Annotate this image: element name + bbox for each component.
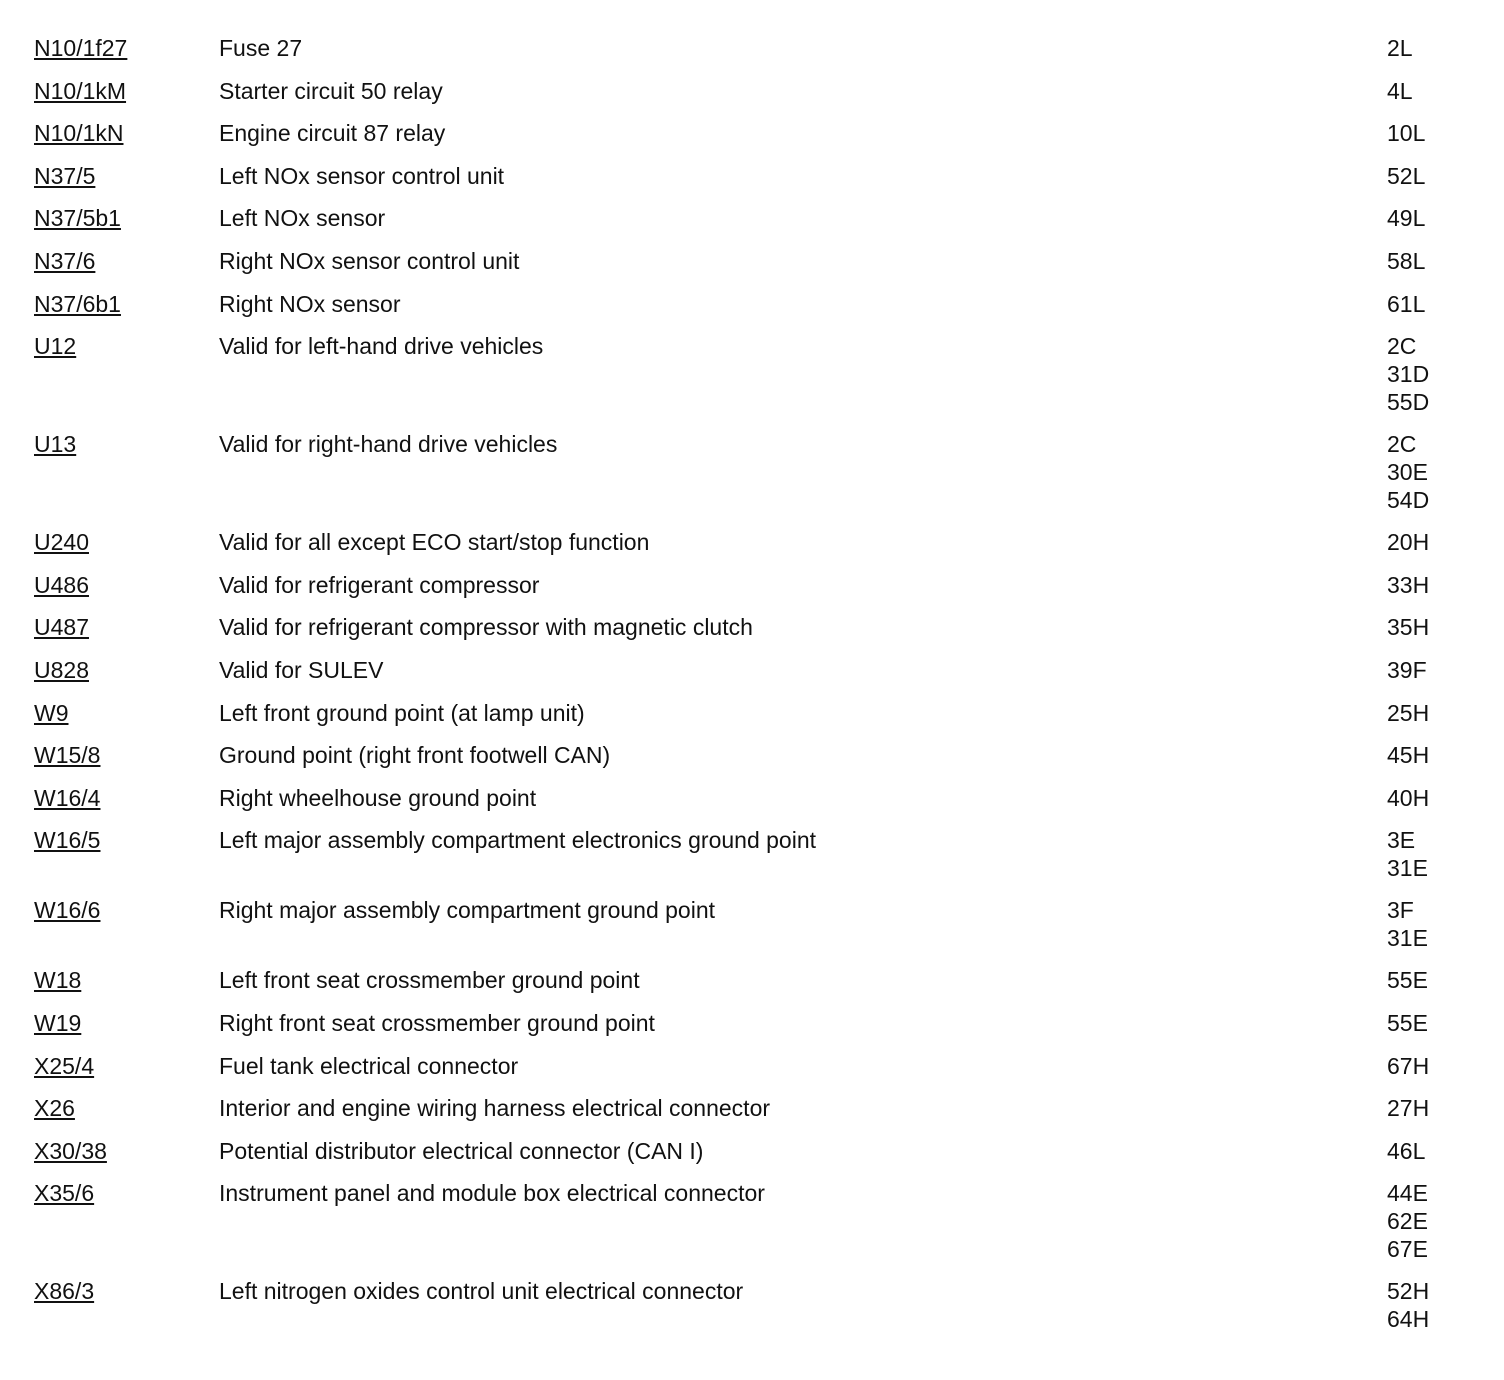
grid-reference-list — [1387, 34, 1504, 62]
component-description: Right wheelhouse ground point — [219, 784, 537, 811]
grid-reference: 3F — [1387, 897, 1414, 924]
table-row — [0, 1009, 1504, 1052]
component-description: Interior and engine wiring harness electrical connector — [219, 1095, 771, 1122]
table-row — [0, 1137, 1504, 1180]
component-code-link[interactable]: U828 — [34, 656, 89, 683]
component-code-link[interactable]: W18 — [34, 967, 82, 994]
component-description: Left front ground point (at lamp unit) — [219, 699, 585, 726]
component-code-link[interactable]: W9 — [34, 699, 69, 726]
component-code-link[interactable]: N10/1f27 — [34, 35, 128, 61]
grid-reference: 62E — [1387, 1208, 1428, 1235]
table-row — [0, 77, 1504, 120]
table-row — [0, 332, 1504, 430]
grid-reference: 55E — [1387, 967, 1428, 994]
component-code-link[interactable]: W16/5 — [34, 827, 101, 854]
component-description: Potential distributor electrical connector (CAN I) — [219, 1137, 704, 1164]
grid-reference: 2C — [1387, 333, 1417, 360]
grid-reference: 67E — [1387, 1236, 1428, 1263]
grid-reference: 67H — [1387, 1052, 1430, 1079]
grid-reference-list — [1387, 1179, 1504, 1263]
component-code-link[interactable]: U486 — [34, 571, 89, 598]
component-description: Left front seat crossmember ground point — [219, 967, 640, 994]
grid-reference-list — [1387, 119, 1504, 147]
component-code-link[interactable]: N37/6 — [34, 247, 96, 274]
grid-reference: 45H — [1387, 742, 1430, 769]
component-legend-table — [0, 34, 1504, 1347]
grid-reference-list — [1387, 966, 1504, 994]
grid-reference: 52H — [1387, 1278, 1430, 1305]
grid-reference: 44E — [1387, 1180, 1428, 1207]
table-row — [0, 1179, 1504, 1277]
grid-reference: 64H — [1387, 1306, 1430, 1333]
component-code-link[interactable]: N37/5 — [34, 162, 96, 189]
table-row — [0, 162, 1504, 205]
grid-reference: 35H — [1387, 614, 1430, 641]
grid-reference-list — [1387, 1277, 1504, 1333]
component-description: Valid for all except ECO start/stop function — [219, 529, 650, 556]
grid-reference-list — [1387, 528, 1504, 556]
grid-reference: 61L — [1387, 290, 1426, 317]
grid-reference: 39F — [1387, 656, 1427, 683]
component-code-link[interactable]: W19 — [34, 1009, 82, 1036]
component-code-link[interactable]: N37/6b1 — [34, 290, 121, 317]
grid-reference: 46L — [1387, 1137, 1426, 1164]
grid-reference: 31E — [1387, 925, 1428, 952]
grid-reference-list — [1387, 290, 1504, 318]
component-description: Valid for refrigerant compressor with magnetic clutch — [219, 614, 753, 641]
component-description: Valid for right-hand drive vehicles — [219, 431, 558, 458]
grid-reference-list — [1387, 741, 1504, 769]
component-description: Left NOx sensor — [219, 205, 386, 232]
grid-reference: 52L — [1387, 162, 1426, 189]
component-code-link[interactable]: N10/1kN — [34, 120, 124, 147]
table-row — [0, 699, 1504, 742]
table-row — [0, 966, 1504, 1009]
grid-reference: 2L — [1387, 35, 1413, 61]
component-code-link[interactable]: U13 — [34, 431, 77, 458]
grid-reference-list — [1387, 1009, 1504, 1037]
grid-reference: 4L — [1387, 77, 1413, 104]
component-description: Starter circuit 50 relay — [219, 77, 443, 104]
grid-reference: 31E — [1387, 855, 1428, 882]
grid-reference-list — [1387, 430, 1504, 514]
component-description: Fuse 27 — [219, 35, 303, 61]
component-code-link[interactable]: W15/8 — [34, 742, 101, 769]
component-description: Instrument panel and module box electrical connector — [219, 1180, 765, 1207]
grid-reference-list — [1387, 571, 1504, 599]
grid-reference-list — [1387, 1052, 1504, 1080]
grid-reference-list — [1387, 1094, 1504, 1122]
table-row — [0, 826, 1504, 896]
component-description: Valid for SULEV — [219, 656, 384, 683]
grid-reference: 33H — [1387, 571, 1430, 598]
table-row — [0, 571, 1504, 614]
grid-reference: 3E — [1387, 827, 1416, 854]
component-description: Right NOx sensor — [219, 290, 401, 317]
grid-reference: 2C — [1387, 431, 1417, 458]
table-row — [0, 741, 1504, 784]
component-description: Fuel tank electrical connector — [219, 1052, 519, 1079]
table-row — [0, 528, 1504, 571]
grid-reference-list — [1387, 784, 1504, 812]
table-row — [0, 34, 1504, 77]
grid-reference-list — [1387, 204, 1504, 232]
table-row — [0, 119, 1504, 162]
table-row — [0, 204, 1504, 247]
grid-reference-list — [1387, 247, 1504, 275]
component-description: Left NOx sensor control unit — [219, 162, 505, 189]
grid-reference: 40H — [1387, 784, 1430, 811]
table-row — [0, 290, 1504, 333]
grid-reference-list — [1387, 656, 1504, 684]
grid-reference: 54D — [1387, 487, 1430, 514]
table-row — [0, 430, 1504, 528]
component-description: Left nitrogen oxides control unit electrical connector — [219, 1278, 744, 1305]
component-code-link[interactable]: N10/1kM — [34, 77, 127, 104]
grid-reference: 58L — [1387, 247, 1426, 274]
component-description: Valid for refrigerant compressor — [219, 571, 540, 598]
component-code-link[interactable]: U240 — [34, 529, 89, 556]
component-code-link[interactable]: X86/3 — [34, 1278, 95, 1305]
grid-reference: 30E — [1387, 459, 1428, 486]
component-description: Right NOx sensor control unit — [219, 247, 520, 274]
table-row — [0, 656, 1504, 699]
grid-reference: 25H — [1387, 699, 1430, 726]
grid-reference-list — [1387, 826, 1504, 882]
component-code-link[interactable]: X25/4 — [34, 1052, 95, 1079]
table-row — [0, 1277, 1504, 1347]
component-description: Right major assembly compartment ground point — [219, 897, 716, 924]
grid-reference: 10L — [1387, 120, 1426, 147]
grid-reference: 20H — [1387, 529, 1430, 556]
component-code-link[interactable]: U487 — [34, 614, 89, 641]
grid-reference-list — [1387, 699, 1504, 727]
grid-reference-list — [1387, 162, 1504, 190]
grid-reference-list — [1387, 1137, 1504, 1165]
component-code-link[interactable]: N37/5b1 — [34, 205, 121, 232]
component-description: Engine circuit 87 relay — [219, 120, 446, 147]
component-code-link[interactable]: X35/6 — [34, 1180, 95, 1207]
table-row — [0, 784, 1504, 827]
grid-reference: 31D — [1387, 361, 1430, 388]
component-description: Right front seat crossmember ground point — [219, 1009, 655, 1036]
grid-reference: 55E — [1387, 1009, 1428, 1036]
grid-reference: 49L — [1387, 205, 1426, 232]
grid-reference-list — [1387, 332, 1504, 416]
grid-reference: 55D — [1387, 389, 1430, 416]
table-row — [0, 1052, 1504, 1095]
table-row — [0, 613, 1504, 656]
grid-reference-list — [1387, 896, 1504, 952]
grid-reference: 27H — [1387, 1095, 1430, 1122]
component-description: Ground point (right front footwell CAN) — [219, 742, 611, 769]
component-description: Left major assembly compartment electronics ground point — [219, 827, 817, 854]
table-row — [0, 1094, 1504, 1137]
table-row — [0, 247, 1504, 290]
component-code-link[interactable]: X30/38 — [34, 1137, 107, 1164]
component-code-link[interactable]: W16/4 — [34, 784, 101, 811]
component-code-link[interactable]: X26 — [34, 1095, 75, 1122]
table-row — [0, 896, 1504, 966]
component-code-link[interactable]: W16/6 — [34, 897, 101, 924]
grid-reference-list — [1387, 613, 1504, 641]
component-description: Valid for left-hand drive vehicles — [219, 333, 544, 360]
grid-reference-list — [1387, 77, 1504, 105]
component-code-link[interactable]: U12 — [34, 333, 77, 360]
